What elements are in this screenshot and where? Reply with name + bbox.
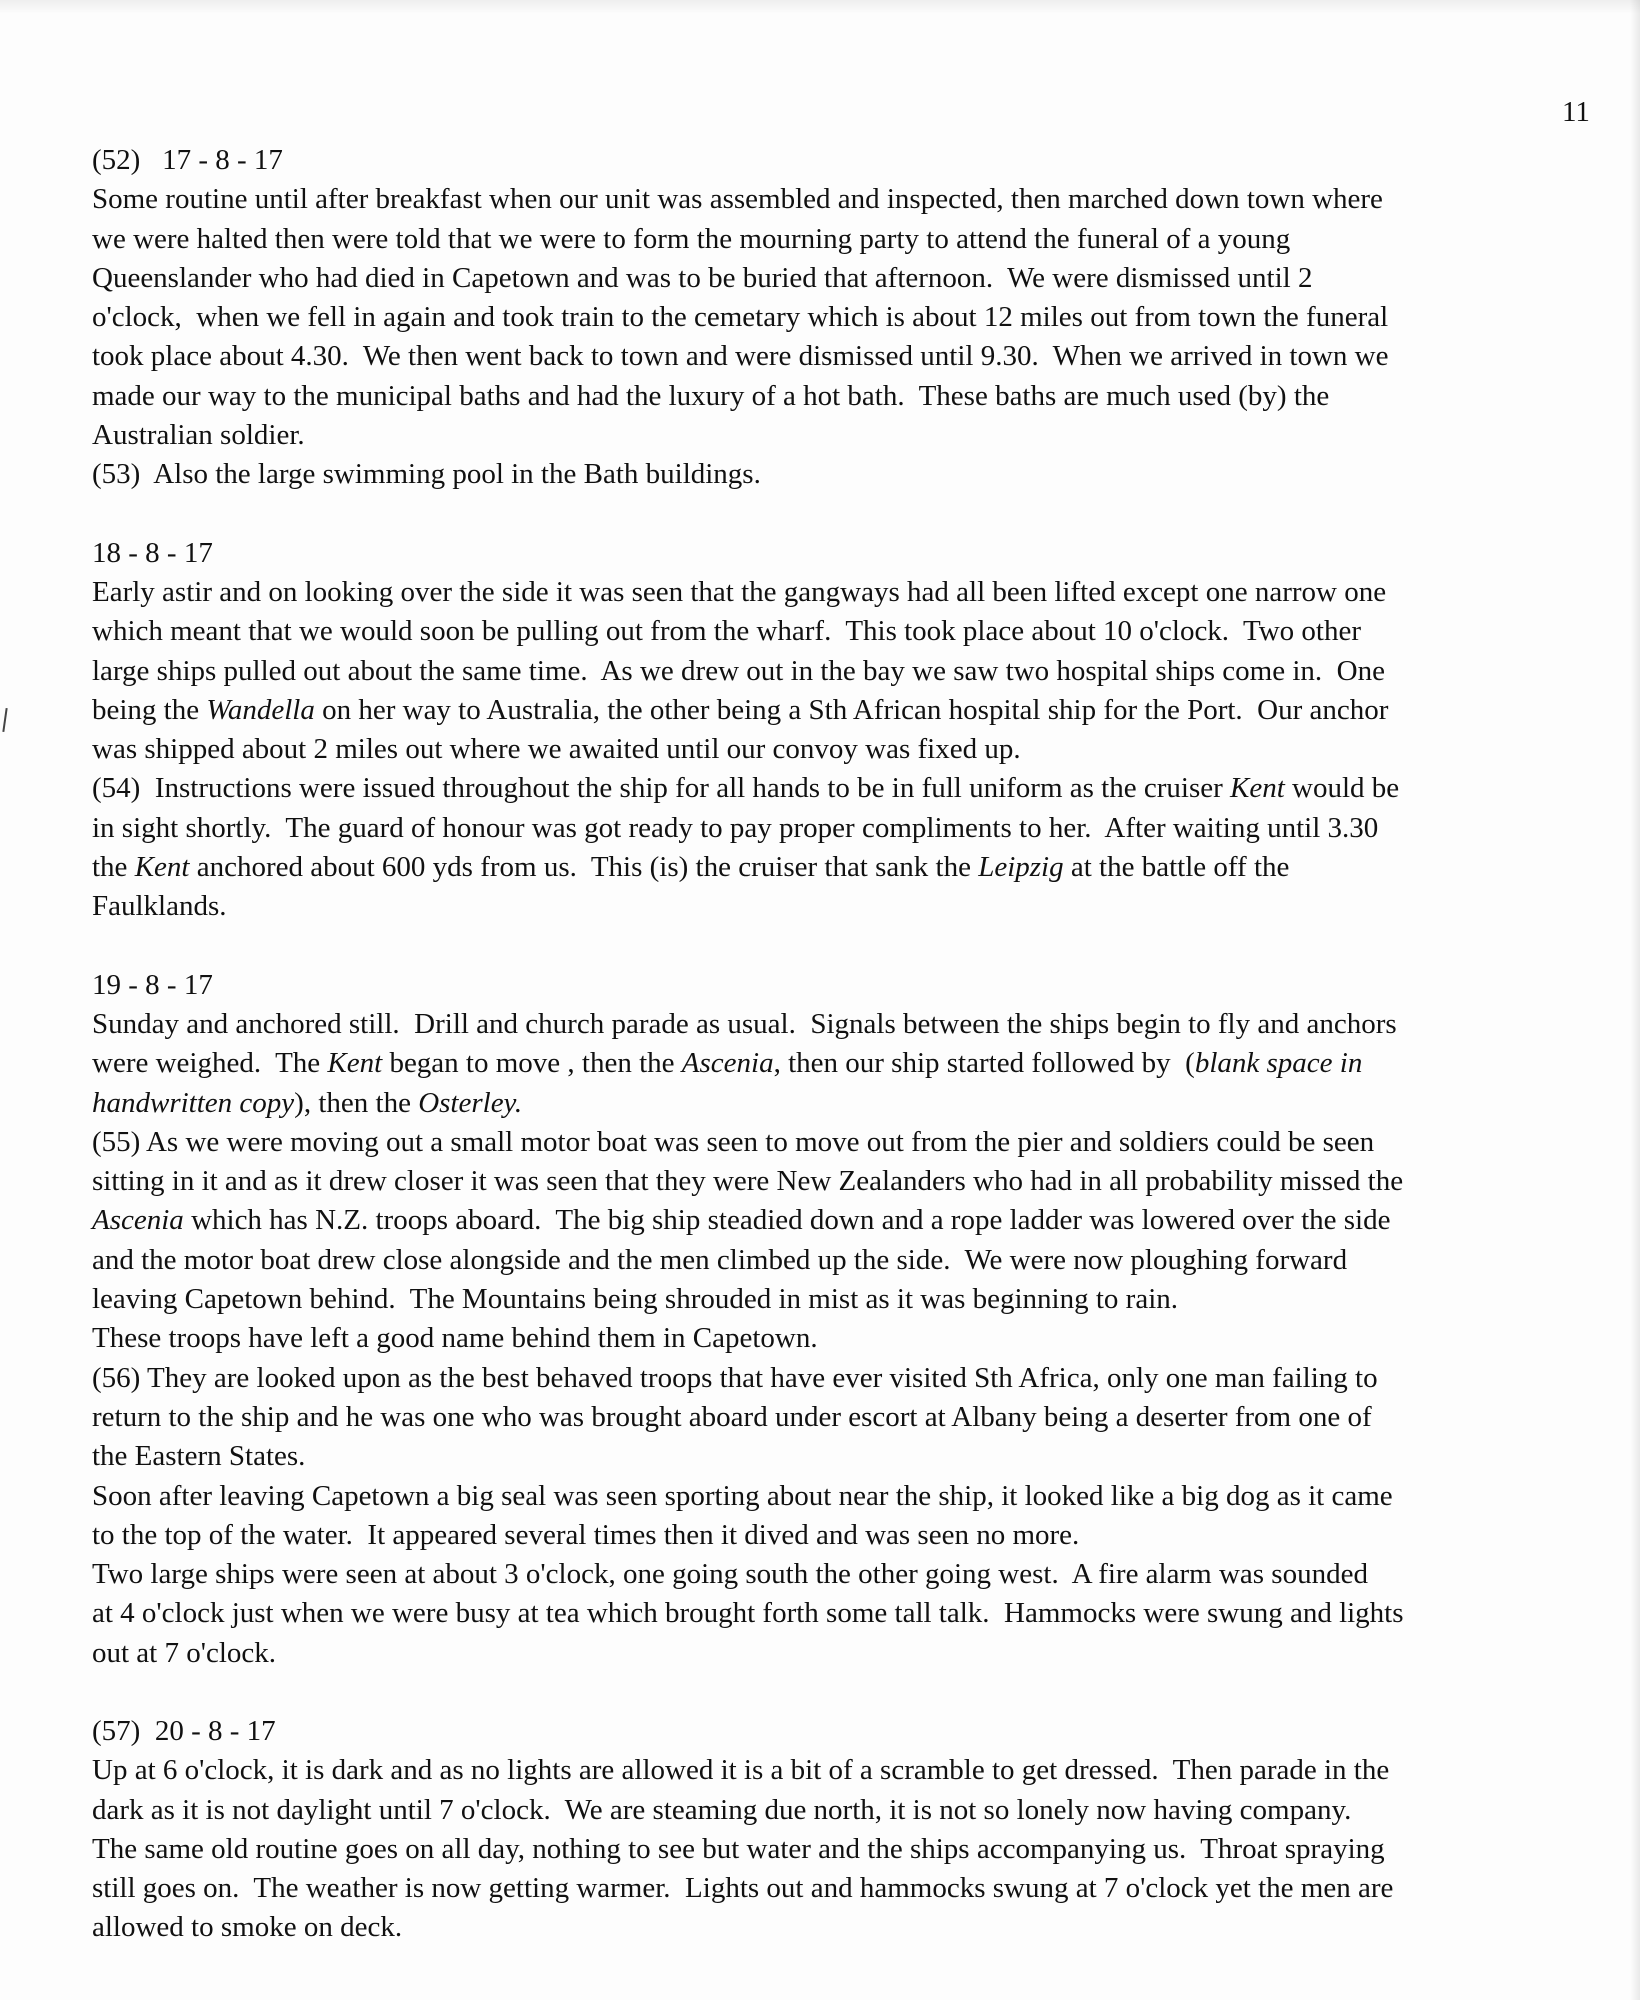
entry-heading: (52) 17 - 8 - 17	[92, 144, 283, 176]
text-run: on her way to Australia, the other being a Sth African hospital ship for the Port. Our anchor	[314, 693, 1389, 726]
text-line	[92, 1084, 1602, 1123]
ship-name: Ascenia	[681, 1047, 774, 1080]
text-run: anchored about 600 yds from us. This (is) the cruiser that sank the	[189, 851, 979, 884]
text-line: Up at 6 o'clock, it is dark and as no lights are allowed it is a bit of a scramble to get dressed. Then parade in the	[92, 1754, 1390, 1787]
text-line: allowed to smoke on deck.	[92, 1911, 403, 1944]
text-line: Soon after leaving Capetown a big seal was seen sporting about near the ship, it looked like a big dog as it came	[92, 1479, 1393, 1512]
diary-entry-19-8-17	[92, 966, 1602, 1673]
editorial-note: blank space in	[1194, 1047, 1363, 1080]
text-line: return to the ship and he was one who was brought aboard under escort at Albany being a deserter from one of	[92, 1400, 1372, 1433]
text-line: (53) Also the large swimming pool in the Bath buildings.	[92, 458, 761, 491]
text-run: would be	[1284, 772, 1400, 805]
text-run: which has N.Z. troops aboard. The big ship steadied down and a rope ladder was lowered over the side	[183, 1204, 1391, 1237]
text-line: we were halted then were told that we were to form the mourning party to attend the funeral of a young	[92, 222, 1291, 255]
entry-heading: (57) 20 - 8 - 17	[92, 1714, 276, 1747]
text-run: the	[92, 851, 135, 884]
text-line: the Eastern States.	[92, 1440, 306, 1473]
text-line: leaving Capetown behind. The Mountains being shrouded in mist as it was beginning to rain.	[92, 1283, 1178, 1316]
ship-name: Wandella	[206, 693, 315, 726]
text-line: Faulklands.	[92, 890, 227, 923]
text-run: , then our ship started followed by (	[773, 1047, 1195, 1080]
text-run: being the	[92, 693, 207, 726]
text-run: ), then the	[294, 1086, 419, 1119]
text-line: at 4 o'clock just when we were busy at tea which brought forth some tall talk. Hammocks were swung and lights	[92, 1597, 1404, 1630]
entry-heading: 18 - 8 - 17	[92, 536, 213, 569]
ship-name: Kent	[134, 851, 190, 884]
text-line	[92, 1201, 1602, 1240]
text-line: in sight shortly. The guard of honour was got ready to pay proper compliments to her. After waiting until 3.30	[92, 811, 1379, 844]
text-line: These troops have left a good name behind them in Capetown.	[92, 1322, 818, 1355]
text-line: dark as it is not daylight until 7 o'clock. We are steaming due north, it is not so lonely now having company.	[92, 1793, 1352, 1826]
text-line: sitting in it and as it drew closer it was seen that they were New Zealanders who had in all probability missed the	[92, 1165, 1404, 1198]
ship-name: Kent	[1230, 772, 1285, 805]
text-run: were weighed. The	[92, 1047, 328, 1080]
text-line	[92, 1044, 1602, 1083]
text-run: began to move , then the	[382, 1047, 682, 1080]
text-line: Two large ships were seen at about 3 o'clock, one going south the other going west. A fire alarm was sounded	[92, 1558, 1368, 1591]
text-line: The same old routine goes on all day, nothing to see but water and the ships accompanying us. Throat spraying	[92, 1832, 1385, 1865]
ship-name: Osterley.	[418, 1086, 523, 1119]
text-run: at the battle off the	[1063, 851, 1290, 884]
page-number: 11	[1562, 96, 1590, 128]
ship-name: Ascenia	[92, 1204, 184, 1237]
text-line: which meant that we would soon be pulling out from the wharf. This took place about 10 o'clock. Two other	[92, 615, 1362, 648]
text-line	[92, 691, 1602, 730]
diary-entry-20-8-17	[92, 1712, 1602, 1948]
page-top-shadow	[0, 0, 1640, 14]
text-line	[92, 848, 1602, 887]
text-line: Queenslander who had died in Capetown and was to be buried that afternoon. We were dismissed until 2	[92, 261, 1313, 294]
text-line: to the top of the water. It appeared several times then it dived and was seen no more.	[92, 1518, 1080, 1551]
margin-mark	[2, 708, 7, 732]
text-line: took place about 4.30. We then went back to town and were dismissed until 9.30. When we arrived in town we	[92, 340, 1389, 373]
text-line: out at 7 o'clock.	[92, 1636, 277, 1669]
text-line: Australian soldier.	[92, 419, 305, 452]
text-line: Sunday and anchored still. Drill and church parade as usual. Signals between the ships begin to fly and anchors	[92, 1007, 1397, 1040]
editorial-note: handwritten copy	[92, 1086, 295, 1119]
ship-name: Leipzig	[978, 851, 1064, 884]
text-line	[92, 769, 1602, 808]
text-line: and the motor boat drew close alongside and the men climbed up the side. We were now ploughing forward	[92, 1243, 1348, 1276]
diary-entry-18-8-17	[92, 534, 1602, 927]
text-line: was shipped about 2 miles out where we awaited until our convoy was fixed up.	[92, 733, 1021, 766]
text-line: large ships pulled out about the same time. As we drew out in the bay we saw two hospital ships come in. One	[92, 654, 1385, 687]
text-line: Some routine until after breakfast when our unit was assembled and inspected, then marched down town where	[92, 183, 1383, 216]
text-line: made our way to the municipal baths and had the luxury of a hot bath. These baths are much used (by) the	[92, 379, 1330, 412]
text-line: o'clock, when we fell in again and took train to the cemetary which is about 12 miles out from town the funeral	[92, 301, 1389, 334]
text-line: (56) They are looked upon as the best behaved troops that have ever visited Sth Africa, only one man failing to	[92, 1361, 1378, 1394]
page-edge-shadow	[1630, 0, 1640, 2000]
text-run: (54) Instructions were issued throughout the ship for all hands to be in full uniform as the cruiser	[92, 772, 1231, 805]
text-line: Early astir and on looking over the side it was seen that the gangways had all been lifted except one narrow one	[92, 575, 1387, 608]
ship-name: Kent	[327, 1047, 383, 1080]
entry-heading: 19 - 8 - 17	[92, 968, 213, 1001]
text-line: (55) As we were moving out a small motor boat was seen to move out from the pier and soldiers could be seen	[92, 1125, 1375, 1158]
diary-text	[92, 141, 1602, 1948]
text-line: still goes on. The weather is now getting warmer. Lights out and hammocks swung at 7 o'clock yet the men are	[92, 1872, 1394, 1905]
diary-entry-17-8-17	[92, 141, 1602, 495]
